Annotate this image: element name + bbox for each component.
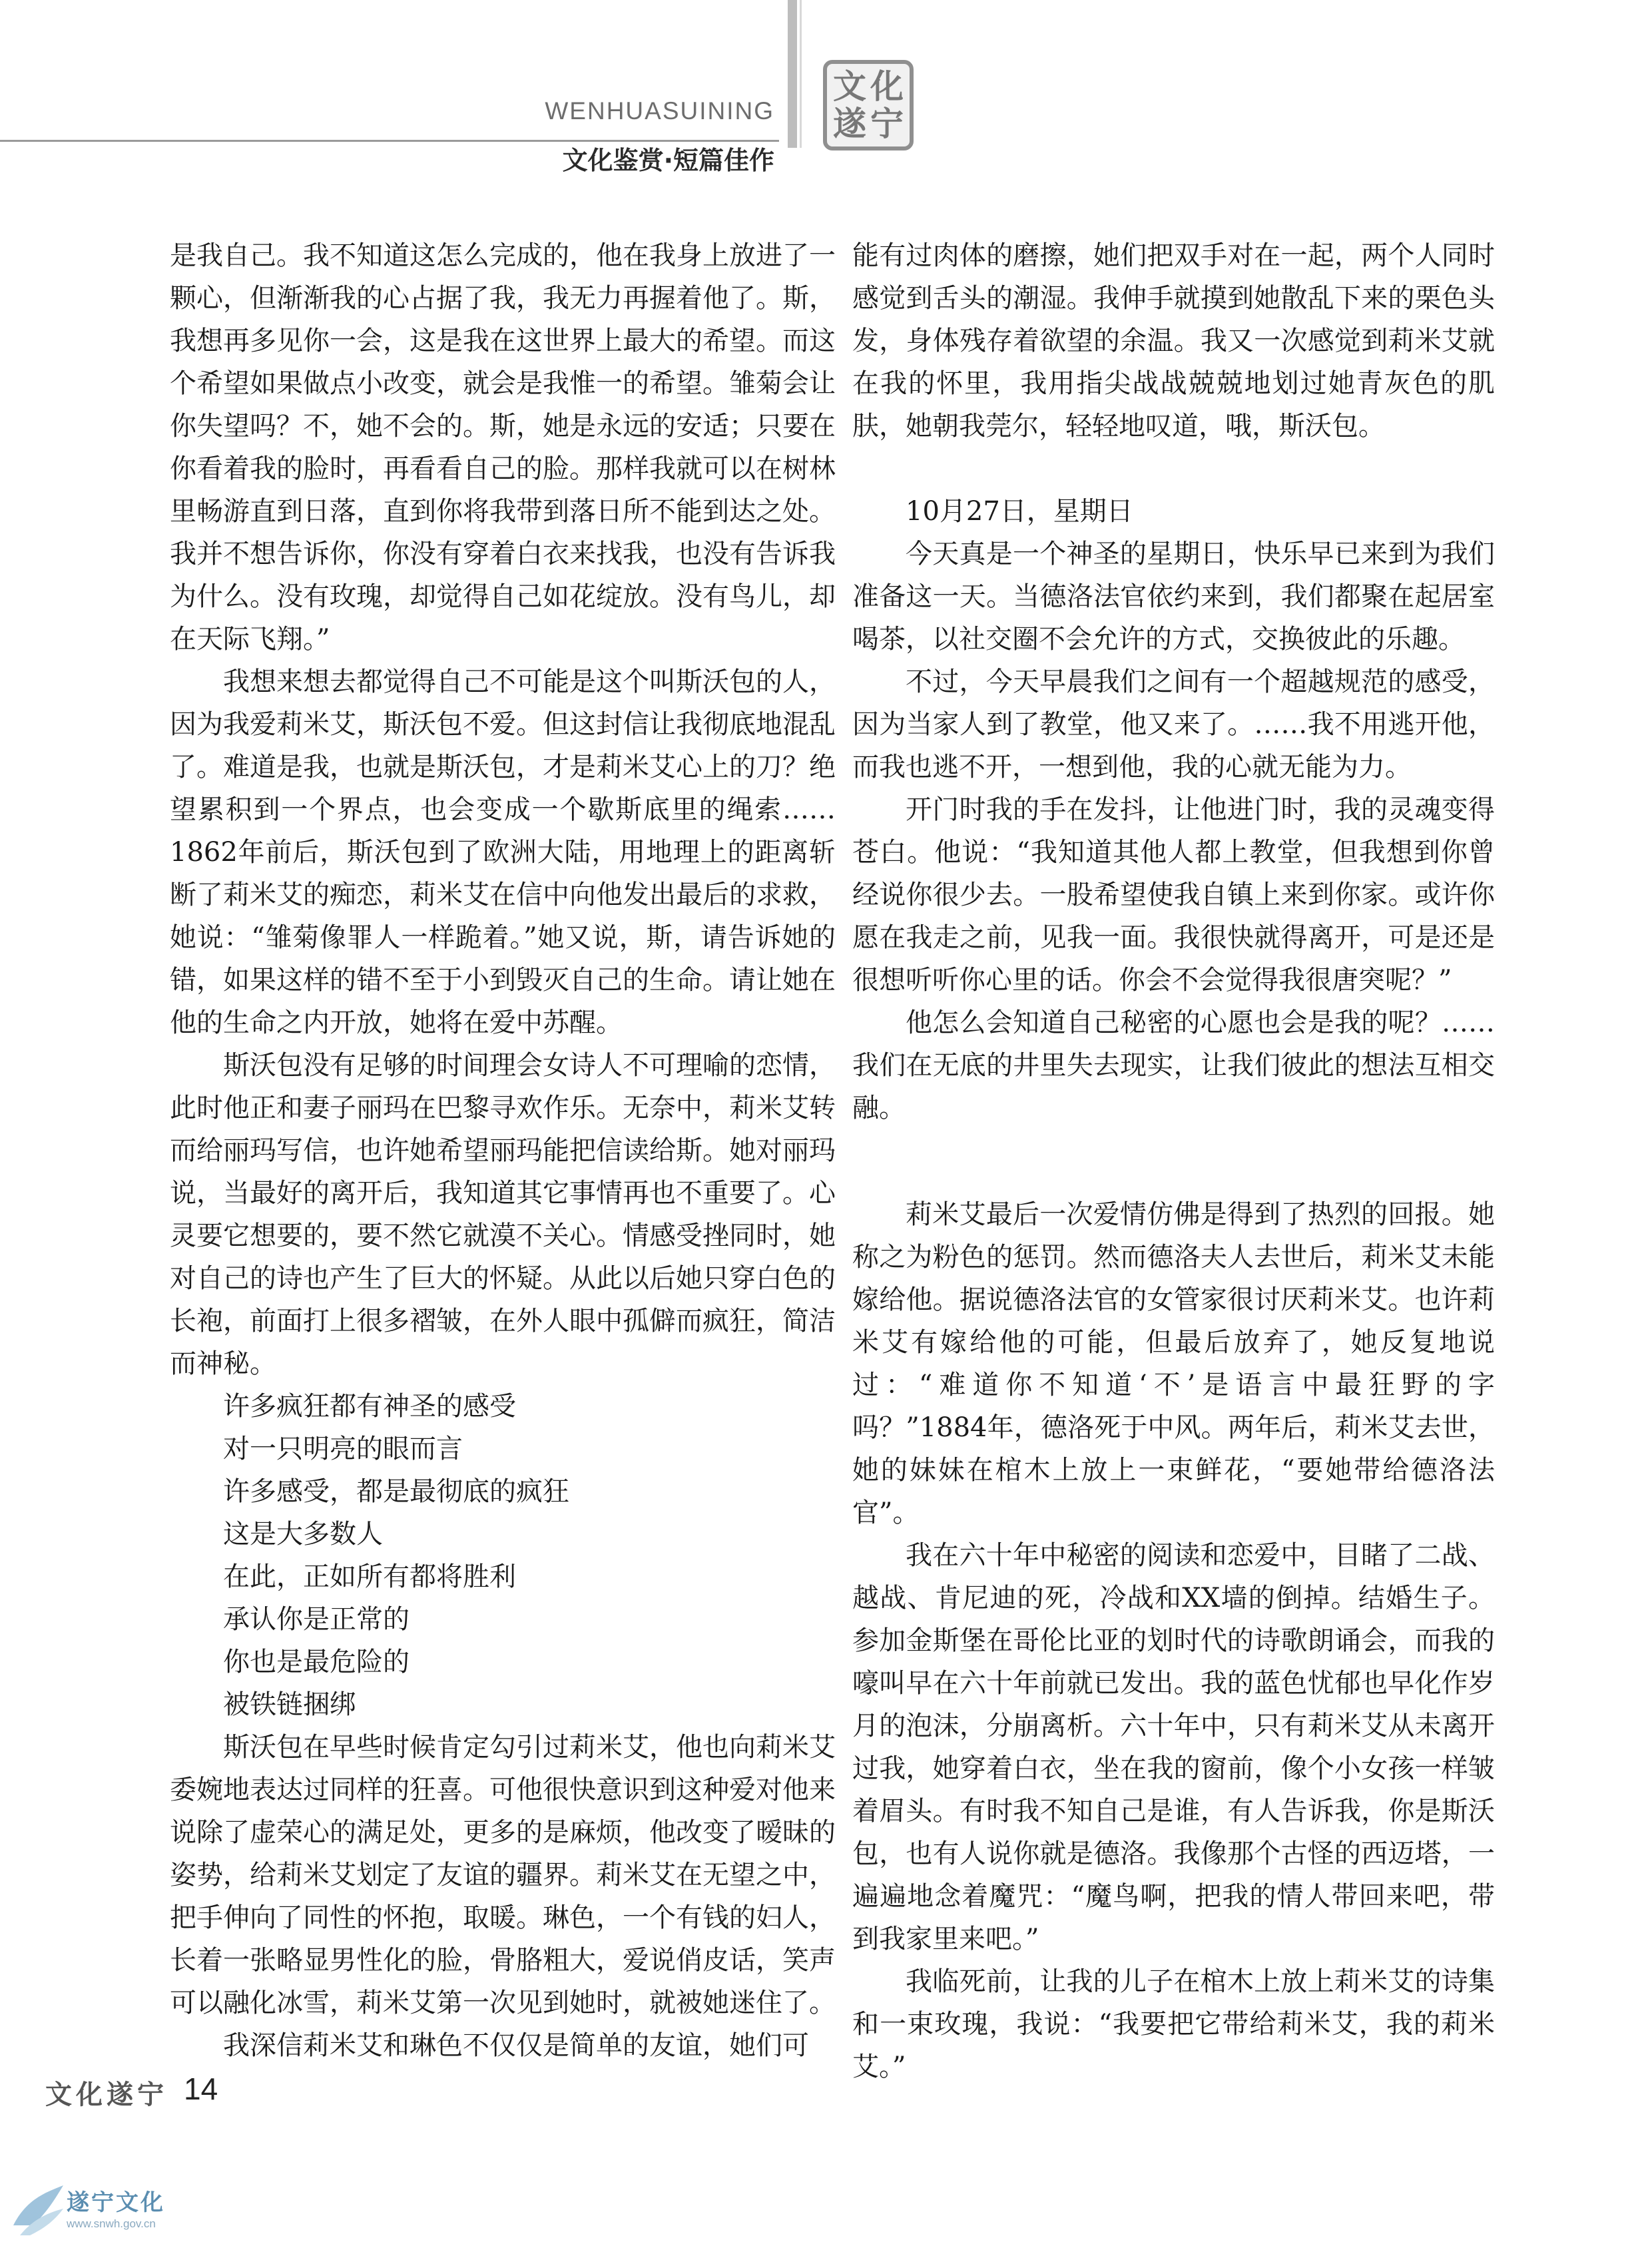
page-number: 14: [184, 2072, 218, 2106]
footer-logo-text: 遂宁文化: [67, 2189, 165, 2216]
body-paragraph: 斯沃包在早些时候肯定勾引过莉米艾，他也向莉米艾委婉地表达过同样的狂喜。可他很快意识到这种爱对他来说除了虚荣心的满足处，更多的是麻烦，他改变了暧昧的姿势，给莉米艾划定了友谊的疆界。莉米艾在无望之中，把手伸向了同性的怀抱，取暖。琳色，一个有钱的妇人，长着一张略显男性化的脸，骨胳粗大，爱说俏皮话，笑声可以融化冰雪，莉米艾第一次见到她时，就被她迷住了。: [170, 1732, 836, 2018]
poem-line: 对一只明亮的眼而言: [223, 1434, 463, 1464]
body-paragraph: 莉米艾最后一次爱情仿佛是得到了热烈的回报。她称之为粉色的惩罚。然而德洛夫人去世后，莉米艾未能嫁给他。据说德洛法官的女管家很讨厌莉米艾。也许莉米艾有嫁给他的可能，但最后放弃了，她反复地说过：“难道你不知道‘不’是语言中最狂野的字吗？”1884年，德洛死于中风。两年后，莉米艾去世，她的妹妹在棺木上放上一束鲜花，“要她带给德洛法官”。: [852, 1199, 1495, 1528]
body-paragraph: 我想来想去都觉得自己不可能是这个叫斯沃包的人，因为我爱莉米艾，斯沃包不爱。但这封信让我彻底地混乱了。难道是我，也就是斯沃包，才是莉米艾心上的刀？绝望累积到一个界点，也会变成一个歇斯底里的绳索……1862年前后，斯沃包到了欧洲大陆，用地理上的距离斩断了莉米艾的痴恋，莉米艾在信中向他发出最后的求救，她说：“雏菊像罪人一样跪着。”她又说，斯，请告诉她的错，如果这样的错不至于小到毁灭自己的生命。请让她在他的生命之内开放，她将在爱中苏醒。: [170, 667, 836, 1038]
continued-paragraph: 能有过肉体的磨擦，她们把双手对在一起，两个人同时感觉到舌头的潮湿。我伸手就摸到她散乱下来的栗色头发，身体残存着欲望的余温。我又一次感觉到莉米艾就在我的怀里，我用指尖战战兢兢地划过她青灰色的肌肤，她朝我莞尔，轻轻地叹道，哦，斯沃包。: [852, 240, 1495, 441]
magazine-seal-logo: [823, 60, 914, 150]
poem-line: 许多感受，都是最彻底的疯狂: [223, 1476, 569, 1507]
footer-brand: 文化遂宁: [45, 2079, 168, 2110]
seal-char: 文: [833, 67, 866, 106]
body-paragraph: 我临死前，让我的儿子在棺木上放上莉米艾的诗集和一束玫瑰，我说：“我要把它带给莉米艾，我的莉米艾。”: [852, 1966, 1495, 2082]
poem-line: 你也是最危险的: [223, 1647, 410, 1677]
body-paragraph: 我深信莉米艾和琳色不仅仅是简单的友谊，她们可: [223, 2030, 809, 2061]
header-vertical-bar: [788, 0, 797, 148]
seal-char: 化: [870, 67, 904, 106]
seal-char: 遂: [833, 104, 866, 143]
poem-line: 承认你是正常的: [223, 1604, 410, 1635]
body-paragraph: 他怎么会知道自己秘密的心愿也会是我的呢？……我们在无底的井里失去现实，让我们彼此的想法互相交融。: [852, 1007, 1495, 1123]
seal-char: 宁: [870, 104, 904, 143]
section-spacer: [852, 1129, 1495, 1193]
header-vertical-bar-thin: [800, 0, 802, 148]
poem-line: 这是大多数人: [223, 1519, 383, 1549]
body-paragraph: 我在六十年中秘密的阅读和恋爱中，目睹了二战、越战、肯尼迪的死，冷战和XX墙的倒掉。结婚生子。参加金斯堡在哥伦比亚的划时代的诗歌朗诵会，而我的嚎叫早在六十年前就已发出。我的蓝色忧郁也早化作岁月的泡沫，分崩离析。六十年中，只有莉米艾从未离开过我，她穿着白衣，坐在我的窗前，像个小女孩一样皱着眉头。有时我不知自己是谁，有人告诉我，你是斯沃包，也有人说你就是德洛。我像那个古怪的西迈塔，一遍遍地念着魔咒：“魔鸟啊，把我的情人带回来吧，带到我家里来吧。”: [852, 1540, 1495, 1954]
poem-line: 在此，正如所有都将胜利: [223, 1561, 516, 1592]
body-paragraph: 今天真是一个神圣的星期日，快乐早已来到为我们准备这一天。当德洛法官依约来到，我们都聚在起居室喝茶，以社交圈不会允许的方式，交换彼此的乐趣。: [852, 539, 1495, 655]
footer-logo-url: www.snwh.gov.cn: [67, 2217, 156, 2230]
body-paragraph: 开门时我的手在发抖，让他进门时，我的灵魂变得苍白。他说：“我知道其他人都上教堂，但我想到你曾经说你很少去。一股希望使我自镇上来到你家。或许你愿在我走之前，见我一面。我很快就得离开，可是还是很想听听你心里的话。你会不会觉得我很唐突呢？”: [852, 794, 1495, 995]
body-paragraph: 斯沃包没有足够的时间理会女诗人不可理喻的恋情，此时他正和妻子丽玛在巴黎寻欢作乐。无奈中，莉米艾转而给丽玛写信，也许她希望丽玛能把信读给斯。她对丽玛说，当最好的离开后，我知道其它事情再也不重要了。心灵要它想要的，要不然它就漠不关心。情感受挫同时，她对自己的诗也产生了巨大的怀疑。从此以后她只穿白色的长袍，前面打上很多褶皱，在外人眼中孤僻而疯狂，简洁而神秘。: [170, 1050, 836, 1379]
body-paragraph: 不过，今天早晨我们之间有一个超越规范的感受，因为当家人到了教堂，他又来了。……我不用逃开他，而我也逃不开，一想到他，我的心就无能为力。: [852, 667, 1495, 782]
paragraph-spacer: [852, 447, 1495, 490]
poem-line: 许多疯狂都有神圣的感受: [223, 1391, 516, 1422]
magazine-brand-en: WENHUASUINING: [545, 97, 774, 125]
right-column: [852, 234, 1495, 2088]
diary-date: 10月27日，星期日: [906, 496, 1133, 527]
continued-paragraph: 是我自己。我不知道这怎么完成的，他在我身上放进了一颗心，但渐渐我的心占据了我，我无力再握着他了。斯，我想再多见你一会，这是我在这世界上最大的希望。而这个希望如果做点小改变，就会是我惟一的希望。雏菊会让你失望吗？不，她不会的。斯，她是永远的安适；只要在你看着我的脸时，再看看自己的脸。那样我就可以在树林里畅游直到日落，直到你将我带到落日所不能到达之处。我并不想告诉你，你没有穿着白衣来找我，也没有告诉我为什么。没有玫瑰，却觉得自己如花绽放。没有鸟儿，却在天际飞翔。”: [170, 240, 836, 655]
left-column: [170, 234, 836, 2067]
section-title: 文化鉴赏·短篇佳作: [562, 146, 774, 175]
poem-line: 被铁链捆绑: [223, 1689, 356, 1720]
